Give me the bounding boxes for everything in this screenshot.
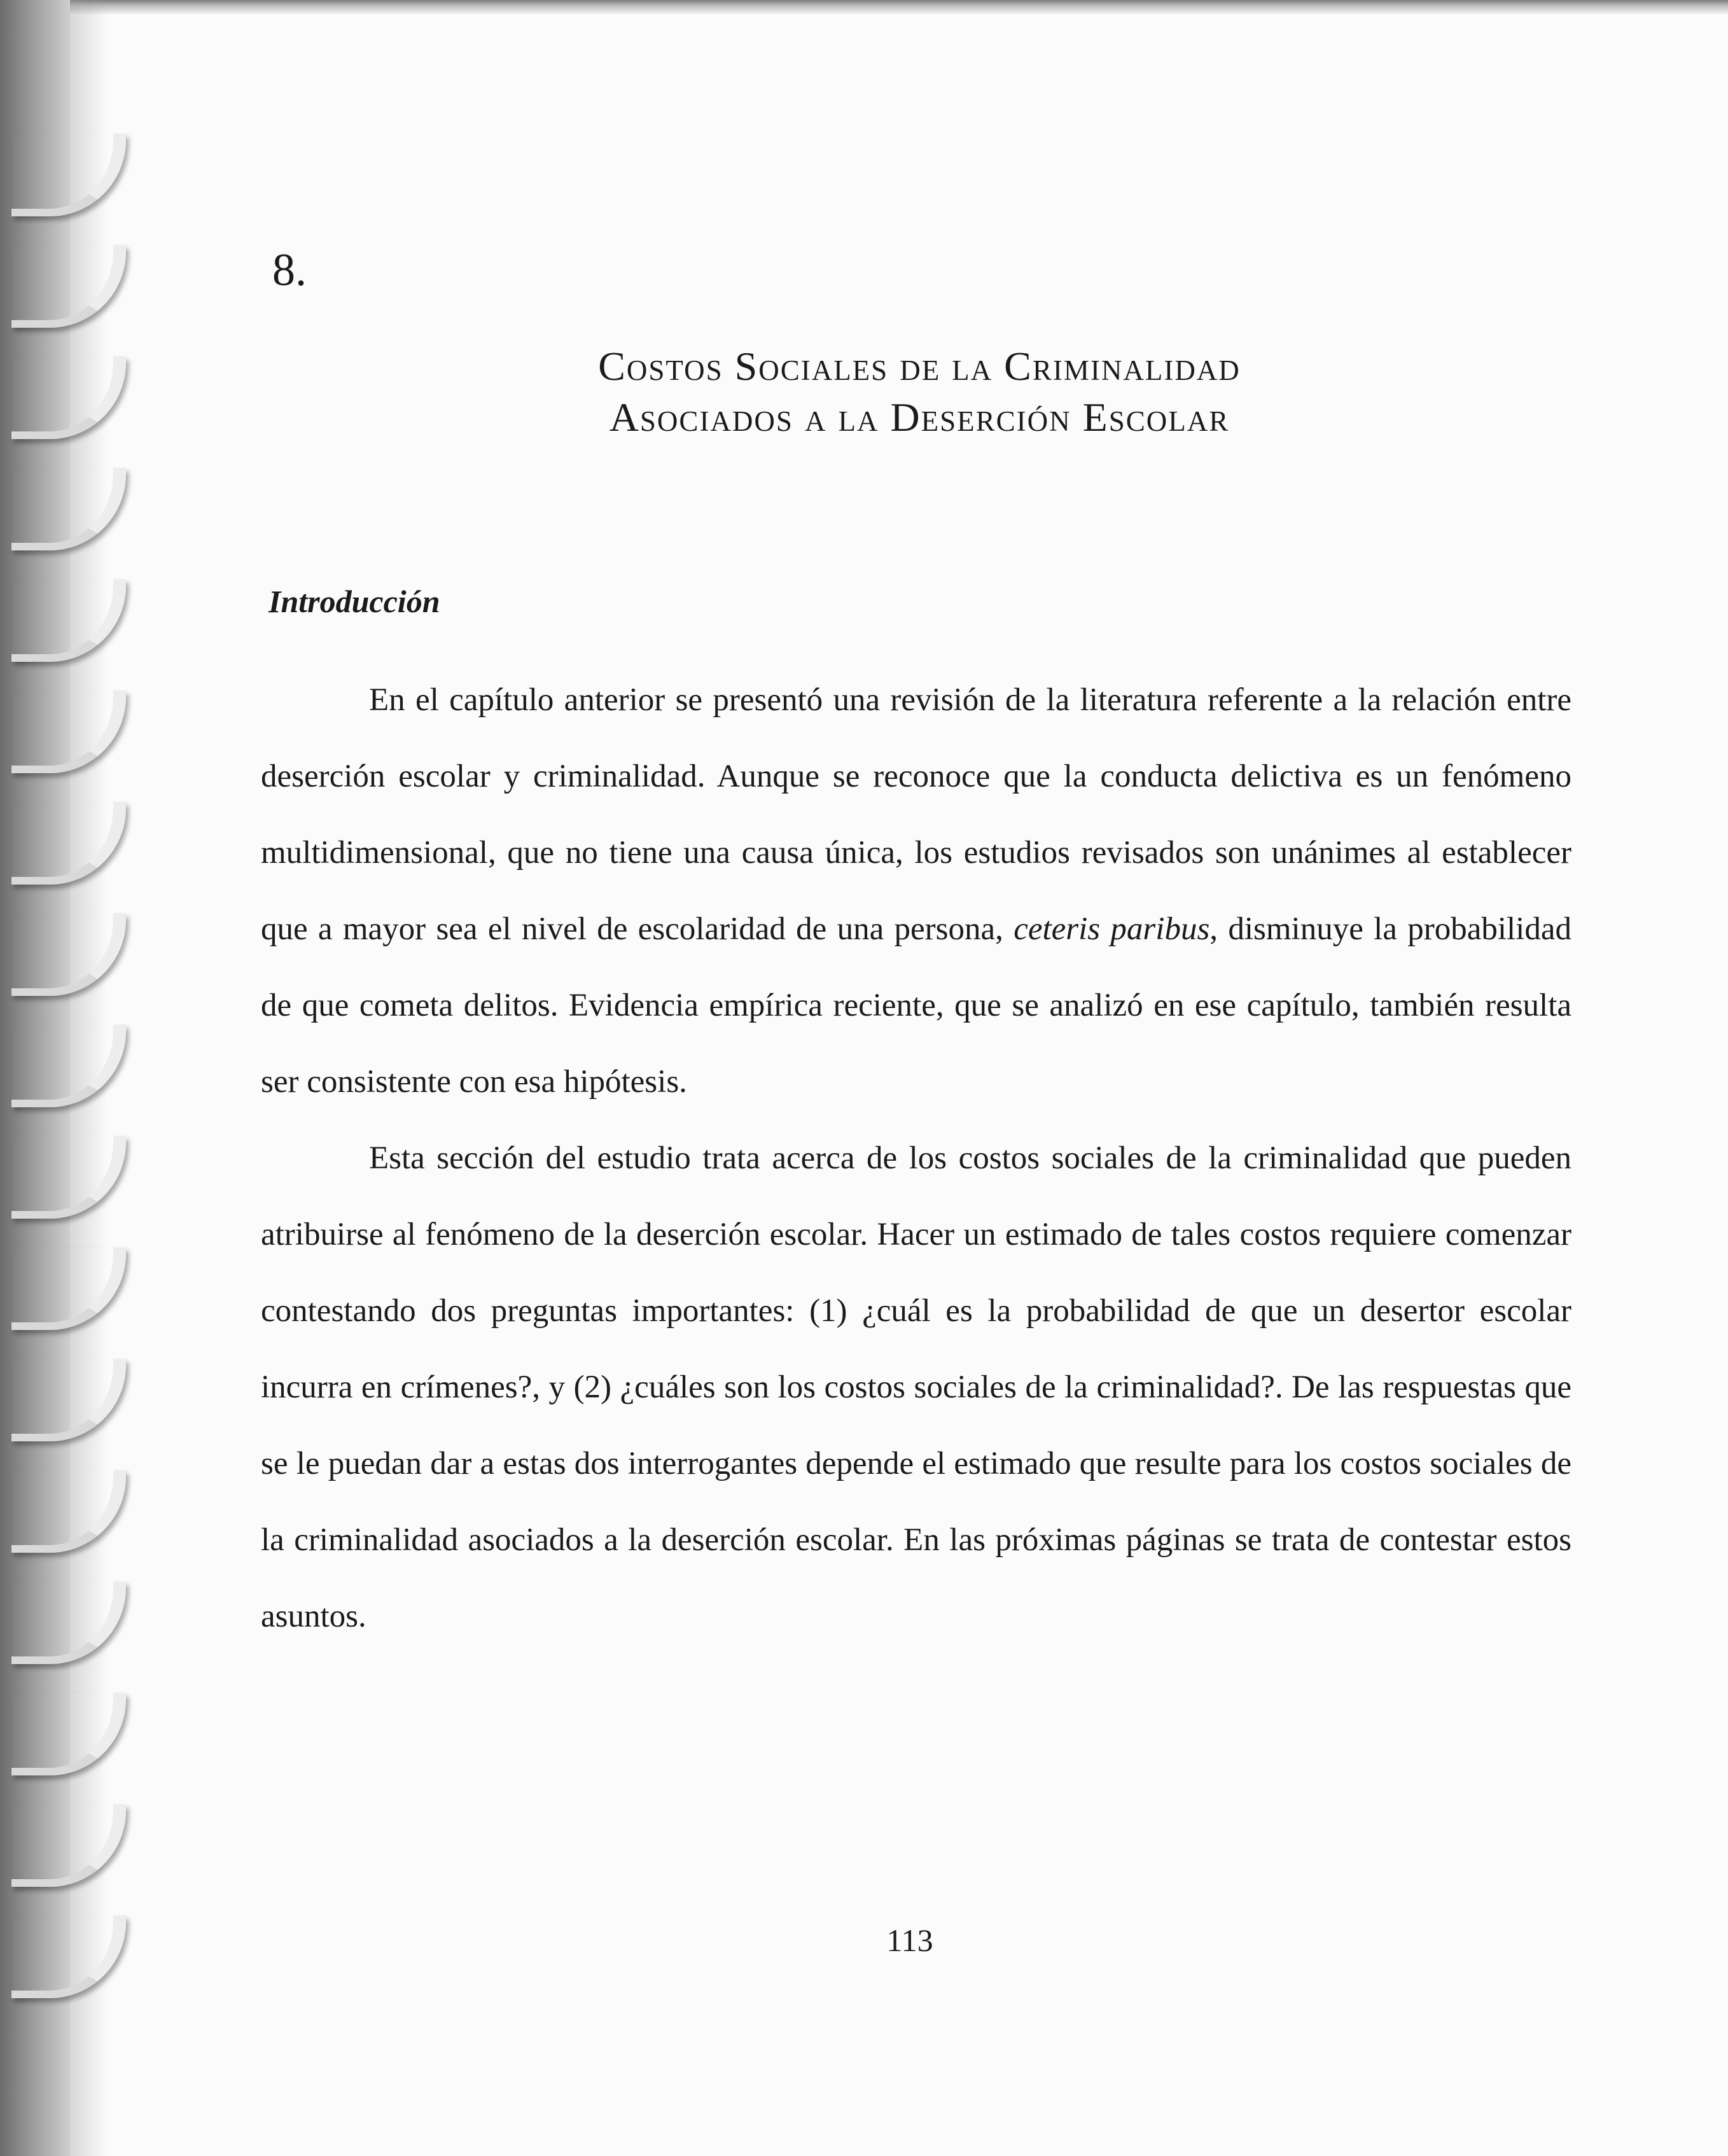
spiral-coil-icon <box>11 1693 126 1775</box>
spiral-coil-icon <box>11 579 126 662</box>
page-top-edge <box>0 0 1728 14</box>
spiral-coil-icon <box>11 1136 126 1219</box>
chapter-title-line-1: Costos Sociales de la Criminalidad <box>598 344 1241 389</box>
spiral-coil-icon <box>11 1581 126 1664</box>
paragraph-1-emphasis: ceteris paribus <box>1014 911 1210 947</box>
spiral-coil-icon <box>11 913 126 996</box>
body-text <box>261 662 1571 1655</box>
page-number: 113 <box>886 1922 933 1958</box>
paragraph-1 <box>261 662 1571 1120</box>
chapter-number: 8. <box>272 244 307 295</box>
spiral-coil-icon <box>11 245 126 328</box>
spiral-coil-icon <box>11 356 126 439</box>
paragraph-2: Esta sección del estudio trata acerca de los costos sociales de la criminalidad que pueden atribuirse al fenómeno de la deserción escolar. Hacer un estimado de tales costos requiere comenzar contestando dos preguntas importantes: (1) ¿cuál es la probabilidad de que un desertor escolar incurra en crímenes?, y (2) ¿cuáles son los costos sociales de la criminalidad?. De las respuestas que se le puedan dar a estas dos interrogantes depende el estimado que resulte para los costos sociales de la criminalidad asociados a la deserción escolar. En las próximas páginas se trata de contestar estos asuntos. <box>261 1140 1571 1634</box>
paragraph-1-part-1: En el capítulo anterior se presentó una revisión de la literatura referente a la relación entre deserción escolar y criminalidad. Aunque se reconoce que la conducta delictiva es un fenómeno multidimensional, que no tiene una causa única, los estudios revisados son unánimes al establecer que a mayor sea el nivel de escolaridad de una persona, <box>261 682 1571 947</box>
spiral-coil-icon <box>11 690 126 773</box>
spiral-coil-icon <box>11 468 126 550</box>
spiral-coil-icon <box>11 1359 126 1441</box>
spiral-coil-icon <box>11 134 126 216</box>
section-heading: Introducción <box>268 584 440 619</box>
spiral-coil-icon <box>11 802 126 885</box>
chapter-title-line-2: Asociados a la Deserción Escolar <box>609 395 1230 440</box>
paragraph-1-part-2: , disminuye la probabilidad de que cometa delitos. Evidencia empírica reciente, que se analizó en ese capítulo, también resulta ser consistente con esa hipótesis. <box>261 911 1571 1100</box>
spiral-coil-icon <box>11 1915 126 1998</box>
spiral-coil-icon <box>11 1247 126 1330</box>
spiral-coil-icon <box>11 1025 126 1107</box>
spiral-coil-icon <box>11 1470 126 1553</box>
chapter-title <box>267 341 1571 443</box>
spiral-coil-icon <box>11 1804 126 1887</box>
